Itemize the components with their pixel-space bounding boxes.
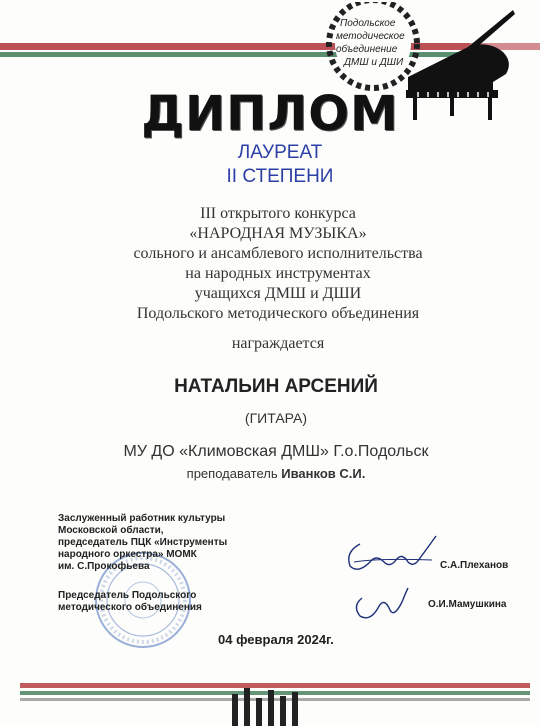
- logo-line-3: объединение: [336, 44, 398, 55]
- signer-2-name: О.И.Мамушкина: [428, 599, 507, 610]
- recipient-name: НАТАЛЬИН АРСЕНИЙ: [174, 376, 378, 397]
- logo-line-1: Подольское: [340, 18, 396, 29]
- signature-1: [340, 532, 440, 576]
- signature-2: [350, 584, 410, 624]
- signer-1-title-line: Заслуженный работник культуры: [58, 513, 226, 524]
- signer-1-title-line: председатель ПЦК «Инструменты: [58, 537, 228, 548]
- contest-line-1: III открытого конкурса: [200, 205, 356, 222]
- signer-1-title-line: им. С.Прокофьева: [58, 561, 150, 572]
- contest-line-2: «НАРОДНАЯ МУЗЫКА»: [189, 225, 367, 242]
- instrument-label: (ГИТАРА): [244, 410, 308, 426]
- signer-1-title-line: народного оркестра» МОМК: [58, 549, 197, 560]
- signer-2-title: [58, 590, 202, 614]
- contest-line-3: сольного и ансамблевого исполнительства: [133, 245, 423, 262]
- laureate-label: ЛАУРЕАТ: [237, 142, 323, 163]
- signer-2-title-line: Председатель Подольского: [58, 590, 197, 601]
- degree-label: II СТЕПЕНИ: [226, 166, 334, 187]
- logo-line-2: методическое: [336, 31, 405, 42]
- contest-line-5: учащихся ДМШ и ДШИ: [194, 285, 362, 302]
- teacher-line: [6, 466, 540, 481]
- signer-2-title-line: методического объединения: [58, 602, 202, 613]
- signer-1-title: [58, 513, 227, 573]
- signer-1-title-line: Московской области,: [58, 525, 164, 536]
- contest-line-4: на народных инструментах: [185, 265, 371, 282]
- signer-1-name: С.А.Плеханов: [440, 560, 509, 571]
- school-name: МУ ДО «Климовская ДМШ» Г.о.Подольск: [123, 443, 429, 460]
- teacher-name: Иванков С.И.: [281, 466, 366, 481]
- piano-keys-icon: [228, 680, 308, 726]
- award-date: 04 февраля 2024г.: [218, 632, 334, 647]
- contest-line-6: Подольского методического объединения: [136, 305, 420, 322]
- awarded-label: награждается: [231, 335, 325, 352]
- teacher-label: преподаватель: [186, 466, 282, 481]
- diploma-title: ДИПЛОМ: [141, 86, 399, 142]
- logo-line-4: ДМШ и ДШИ: [344, 57, 404, 68]
